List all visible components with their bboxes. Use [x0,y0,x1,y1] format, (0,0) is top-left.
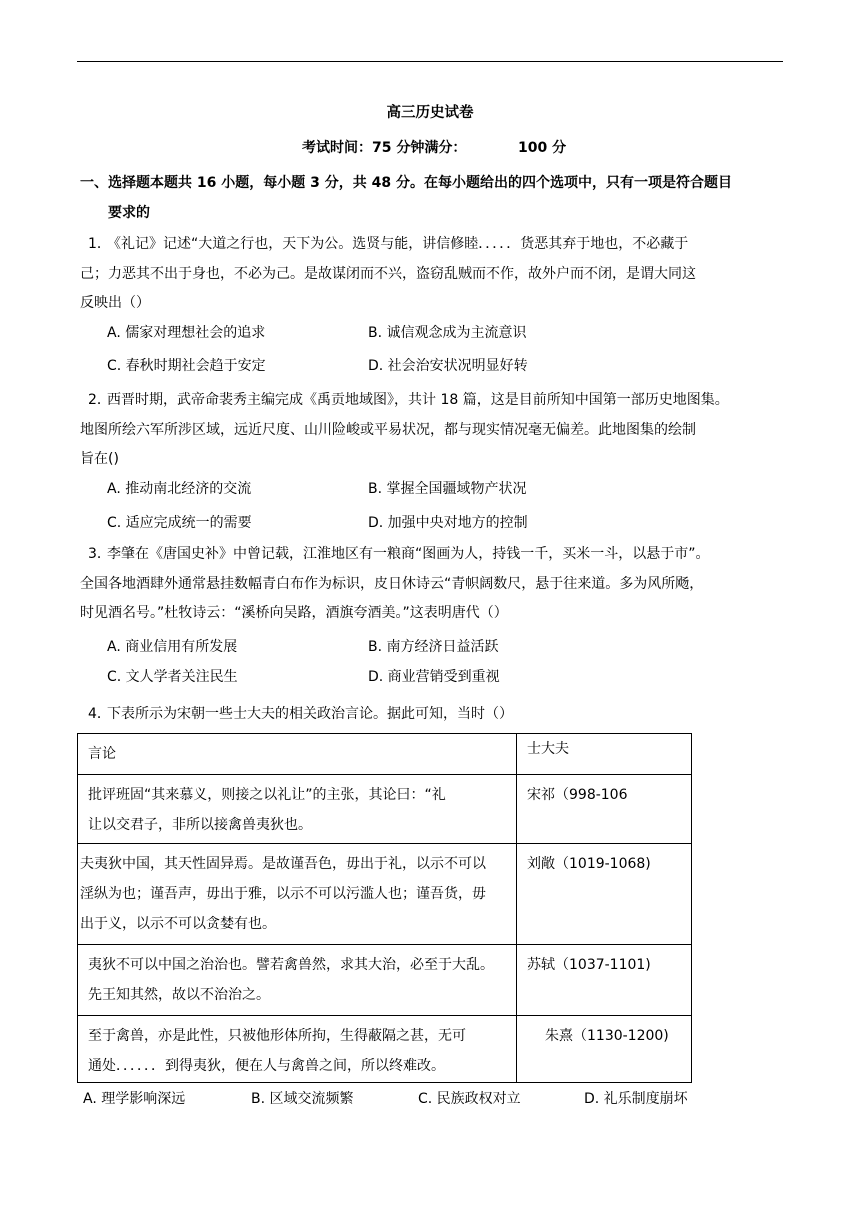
section-heading-line1: 一、选择题本题共 16 小题，每小题 3 分，共 48 分。在每小题给出的四个选项中，只有一项是符合题目 [80,175,732,191]
option-b: B. 南方经济日益活跃 [368,639,499,655]
header-rule [77,61,783,62]
option-b: B. 区域交流频繁 [251,1091,354,1107]
table-header-cell: 士大夫 [517,734,692,775]
option-a: A. 推动南北经济的交流 [107,481,252,497]
author-cell: 朱熹（1130-1200) [517,1016,692,1083]
author-cell: 宋祁（998-106 [517,775,692,844]
speech-line: 至于禽兽，亦是此性，只被他形体所拘，生得蔽隔之甚，无可 [88,1028,466,1044]
option-c: C. 民族政权对立 [418,1091,521,1107]
speech-cell [78,775,517,844]
speech-line: 让以交君子，非所以接禽兽夷狄也。 [88,817,312,833]
author-cell: 苏轼（1037-1101) [517,945,692,1016]
question-number: 3． [88,546,111,562]
page-title: 高三历史试卷 [386,105,474,121]
option-a: A. 儒家对理想社会的追求 [107,325,266,341]
speech-cell [78,1016,517,1083]
table-row [78,945,692,1016]
option-c: C. 春秋时期社会趋于安定 [107,358,266,374]
speech-line: 夷狄不可以中国之治治也。譬若禽兽然，求其大治，必至于大乱。 [88,957,494,973]
option-b: B. 掌握全国疆域物产状况 [368,481,527,497]
speech-table [77,733,692,1083]
question-line: 旨在() [80,451,119,467]
speech-line: 通处．．．．．．到得夷狄，便在人与禽兽之间，所以终难改。 [88,1058,445,1074]
table-row [78,844,692,945]
question-line: 反映出（） [80,295,150,311]
speech-cell [78,844,517,945]
question-number: 2． [88,392,111,408]
table-header-cell: 言论 [78,734,517,775]
table-row [78,775,692,844]
question-line: 全国各地酒肆外通常悬挂数幅青白布作为标识，皮日休诗云“青帜阔数尺，悬于往来道。多为风所飏， [80,576,704,592]
speech-line: 先王知其然，故以不治治之。 [88,987,270,1003]
speech-line: 出于义，以示不可以贪婪有也。 [80,916,276,932]
section-heading-line2: 要求的 [108,205,150,221]
option-d: D. 社会治安状况明显好转 [368,358,528,374]
option-b: B. 诚信观念成为主流意识 [368,325,527,341]
option-a: A. 理学影响深远 [83,1091,186,1107]
question-line: 地图所绘六军所涉区域，远近尺度、山川险峻或平易状况，都与现实情况毫无偏差。此地图集的绘制 [80,422,696,438]
question-line: 己；力恶其不出于身也，不必为己。是故谋闭而不兴，盗窃乱贼而不作，故外户而不闭，是谓大同这 [80,266,696,282]
option-c: C. 适应完成统一的需要 [107,515,252,531]
question-number: 4． [88,706,111,722]
option-d: D. 礼乐制度崩坏 [584,1091,688,1107]
question-number: 1． [88,236,111,252]
option-d: D. 商业营销受到重视 [368,669,500,685]
speech-line: 夫夷狄中国，其天性固异焉。是故谨吾色，毋出于礼，以示不可以 [80,856,486,872]
table-header-row [78,734,692,775]
exam-time-label: 考试时间：75 分钟满分： [302,140,467,156]
speech-line: 淫纵为也；谨吾声，毋出于雅，以示不可以污滥人也；谨吾货，毋 [80,886,486,902]
full-score: 100 分 [518,140,567,156]
speech-cell [78,945,517,1016]
option-d: D. 加强中央对地方的控制 [368,515,528,531]
author-cell: 刘敞（1019-1068) [517,844,692,945]
question-line: 下表所示为宋朝一些士大夫的相关政治言论。据此可知，当时（） [107,706,513,722]
question-line: 李肇在《唐国史补》中曾记载，江淮地区有一粮商“图画为人，持钱一千，买米一斗，以悬于市”。 [107,546,710,562]
question-line: 《礼记》记述“大道之行也，天下为公。选贤与能，讲信修睦．．．．．货恶其弃于地也，不必藏于 [107,236,689,252]
question-line: 西晋时期，武帝命裴秀主编完成《禹贡地域图》，共计 18 篇，这是目前所知中国第一部历史地图集。 [107,392,729,408]
speech-line: 批评班固“其来慕义，则接之以礼让”的主张，其论曰：“礼 [88,787,446,803]
option-a: A. 商业信用有所发展 [107,639,238,655]
option-c: C. 文人学者关注民生 [107,669,238,685]
table-row [78,1016,692,1083]
question-line: 时见酒名号。”杜牧诗云：“溪桥向吴路，酒旗夸酒美。”这表明唐代（） [80,605,508,621]
